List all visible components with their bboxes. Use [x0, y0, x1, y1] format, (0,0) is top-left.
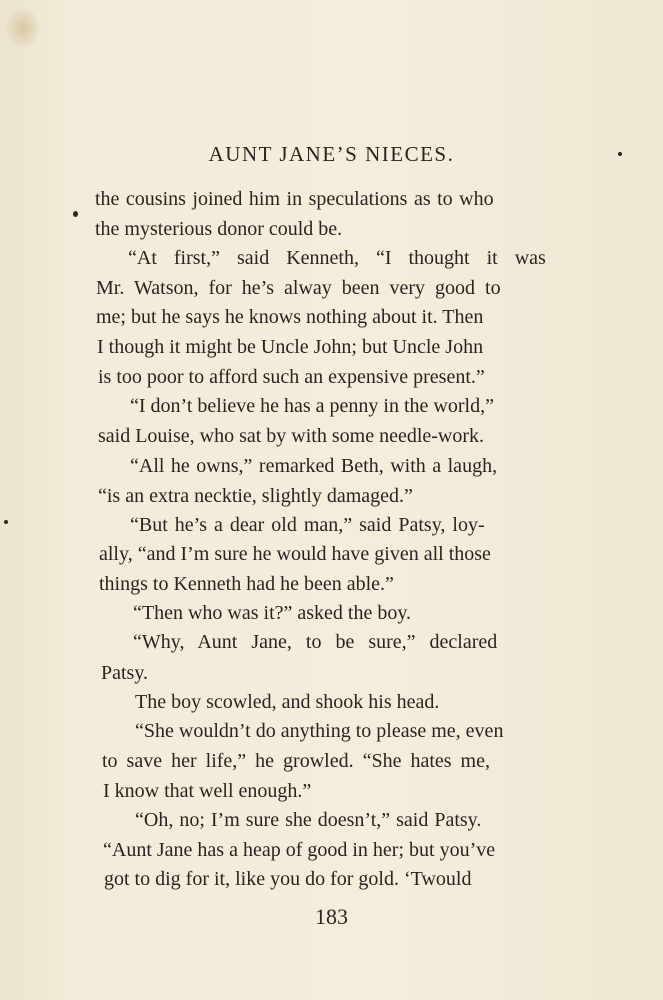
text-line: “is an extra necktie, slightly damaged.” — [98, 485, 413, 507]
text-line: to save her life,” he growled. “She hates me, — [102, 750, 490, 772]
text-line: the mysterious donor could be. — [95, 218, 343, 240]
text-line: I know that well enough.” — [103, 780, 312, 802]
text-line: “But he’s a dear old man,” said Patsy, loy- — [130, 514, 485, 536]
text-line: Patsy. — [101, 662, 149, 684]
text-line: said Louise, who sat by with some needle-work. — [98, 425, 485, 447]
text-line: “All he owns,” remarked Beth, with a laugh, — [130, 455, 498, 477]
text-line: me; but he says he knows nothing about it. Then — [96, 306, 484, 328]
text-line: ally, “and I’m sure he would have given all those — [99, 543, 491, 565]
ink-speck — [4, 520, 8, 524]
text-line: “I don’t believe he has a penny in the world,” — [130, 395, 494, 417]
text-line: things to Kenneth had he been able.” — [99, 573, 394, 595]
text-line: “Then who was it?” asked the boy. — [133, 602, 412, 624]
text-line: “Oh, no; I’m sure she doesn’t,” said Patsy. — [135, 809, 482, 831]
text-line: the cousins joined him in speculations as to who — [95, 188, 494, 210]
text-line: The boy scowled, and shook his head. — [135, 691, 440, 713]
text-line: Mr. Watson, for he’s alway been very good to — [96, 277, 501, 299]
text-line: I though it might be Uncle John; but Uncle John — [97, 336, 484, 358]
text-line: “She wouldn’t do anything to please me, even — [135, 720, 504, 742]
text-line: “Aunt Jane has a heap of good in her; but you’ve — [103, 839, 496, 861]
text-line: got to dig for it, like you do for gold. ‘Twould — [104, 868, 472, 890]
page-number: 183 — [315, 904, 348, 929]
ink-speck — [73, 211, 78, 217]
running-title: AUNT JANE’S NIECES. — [208, 142, 455, 166]
age-stain — [6, 8, 40, 48]
text-line: “Why, Aunt Jane, to be sure,” declared — [133, 631, 498, 653]
text-line: “At first,” said Kenneth, “I thought it was — [128, 247, 546, 269]
text-line: is too poor to afford such an expensive present.” — [98, 366, 485, 388]
